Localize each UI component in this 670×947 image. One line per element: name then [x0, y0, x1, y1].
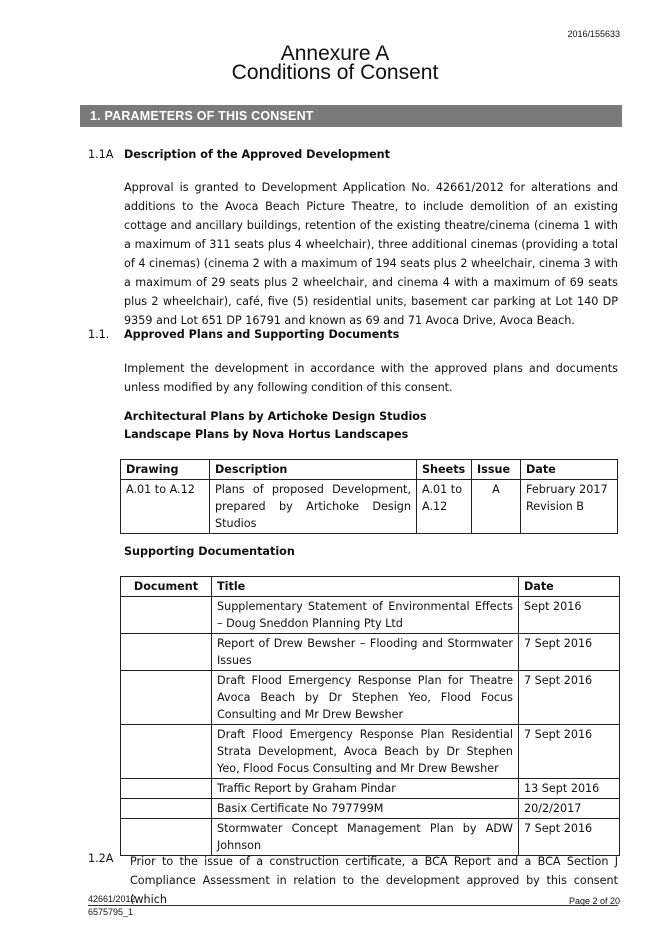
table-cell: 20/2/2017: [519, 799, 620, 819]
table-cell: Plans of proposed Development, prepared by Artichoke Design Studios: [210, 480, 417, 534]
section-number-1-1: 1.1.: [88, 328, 110, 341]
table-cell: [121, 597, 212, 634]
table-cell: Supplementary Statement of Environmental Effects – Doug Sneddon Planning Pty Ltd: [212, 597, 519, 634]
section-heading-plans: Approved Plans and Supporting Documents: [124, 328, 400, 341]
footer-document-id: 6575795_1: [88, 907, 134, 917]
table-header: Date: [519, 577, 620, 597]
section-heading-description: Description of the Approved Development: [124, 148, 390, 161]
table-header: Description: [210, 460, 417, 480]
table-cell: [121, 671, 212, 725]
table-row: [121, 819, 620, 856]
table-cell: 7 Sept 2016: [519, 819, 620, 856]
table-row: [121, 480, 618, 534]
table-cell: [121, 779, 212, 799]
table-cell: Report of Drew Bewsher – Flooding and Stormwater Issues: [212, 634, 519, 671]
description-text: Approval is granted to Development Application No. 42661/2012 for alterations and additions to the Avoca Beach Picture Theatre, to include demolition of an existing cottage and ancillary buildings, retention of the existing theatre/cinema (cinema 1 with a maximum of 311 seats plus 4 wheelchair), three additional cinemas (providing a total of 4 cinemas) (cinema 2 with a maximum of 194 seats plus 2 wheelchair, cinema 3 with a maximum of 29 seats plus 2 wheelchair, and cinema 4 with a maximum of 69 seats plus 2 wheelchair), café, five (5) residential units, basement car parking at Lot 140 DP 9359 and Lot 651 DP 16791 and known as 69 and 71 Avoca Drive, Avoca Beach.: [124, 181, 618, 327]
landscape-plans-label: Landscape Plans by Nova Hortus Landscapes: [124, 428, 409, 441]
supporting-documentation-heading: Supporting Documentation: [124, 545, 295, 558]
table-cell: Traffic Report by Graham Pindar: [212, 779, 519, 799]
table-cell: Sept 2016: [519, 597, 620, 634]
table-cell: 7 Sept 2016: [519, 634, 620, 671]
table-cell: A.01 to A.12: [417, 480, 472, 534]
document-reference: 2016/155633: [567, 29, 620, 39]
table-cell: 7 Sept 2016: [519, 725, 620, 779]
plans-text: Implement the development in accordance with the approved plans and documents unless modified by any following condition of this consent.: [124, 362, 618, 394]
table-cell: [121, 799, 212, 819]
page-title: Annexure A: [280, 42, 390, 65]
table-cell: February 2017 Revision B: [521, 480, 618, 534]
table-header: Date: [521, 460, 618, 480]
table-row: [121, 779, 620, 799]
plans-paragraph: [124, 359, 618, 397]
table-cell: Draft Flood Emergency Response Plan for Theatre Avoca Beach by Dr Stephen Yeo, Flood Focus Consulting and Mr Drew Bewsher: [212, 671, 519, 725]
table-row: [121, 799, 620, 819]
table-row: [121, 725, 620, 779]
table-cell: A.01 to A.12: [121, 480, 210, 534]
page-subtitle: Conditions of Consent: [231, 61, 439, 84]
table-cell: 7 Sept 2016: [519, 671, 620, 725]
table-cell: [121, 725, 212, 779]
footer-application-number: 42661/2012: [88, 894, 136, 904]
description-paragraph: [124, 178, 618, 330]
table-header-row: [121, 460, 618, 480]
bca-paragraph: [130, 852, 618, 909]
table-cell: Draft Flood Emergency Response Plan Residential Strata Development, Avoca Beach by Dr Stephen Yeo, Flood Focus Consulting and Mr Drew Bewsher: [212, 725, 519, 779]
table-cell: A: [472, 480, 521, 534]
table-row: [121, 634, 620, 671]
section-number-1-1a: 1.1A: [88, 148, 114, 161]
table-cell: [121, 634, 212, 671]
table-cell: 13 Sept 2016: [519, 779, 620, 799]
table-header: Issue: [472, 460, 521, 480]
section-banner: 1. PARAMETERS OF THIS CONSENT: [80, 105, 622, 127]
table-cell: Stormwater Concept Management Plan by ADW Johnson: [212, 819, 519, 856]
table-header: Sheets: [417, 460, 472, 480]
table-header: Title: [212, 577, 519, 597]
table-header: Drawing: [121, 460, 210, 480]
plans-table: [120, 459, 618, 534]
supporting-documents-table: [120, 576, 620, 856]
table-row: [121, 597, 620, 634]
bca-text: Prior to the issue of a construction certificate, a BCA Report and a BCA Section J Compliance Assessment in relation to the development approved by this consent (which: [130, 855, 618, 906]
table-cell: Basix Certificate No 797799M: [212, 799, 519, 819]
table-header: Document: [121, 577, 212, 597]
page-number: Page 2 of 20: [568, 896, 620, 906]
architectural-plans-label: Architectural Plans by Artichoke Design Studios: [124, 410, 427, 423]
table-row: [121, 671, 620, 725]
table-cell: [121, 819, 212, 856]
table-header-row: [121, 577, 620, 597]
footer-divider: [88, 905, 618, 906]
section-number-1-2a: 1.2A: [88, 852, 114, 865]
